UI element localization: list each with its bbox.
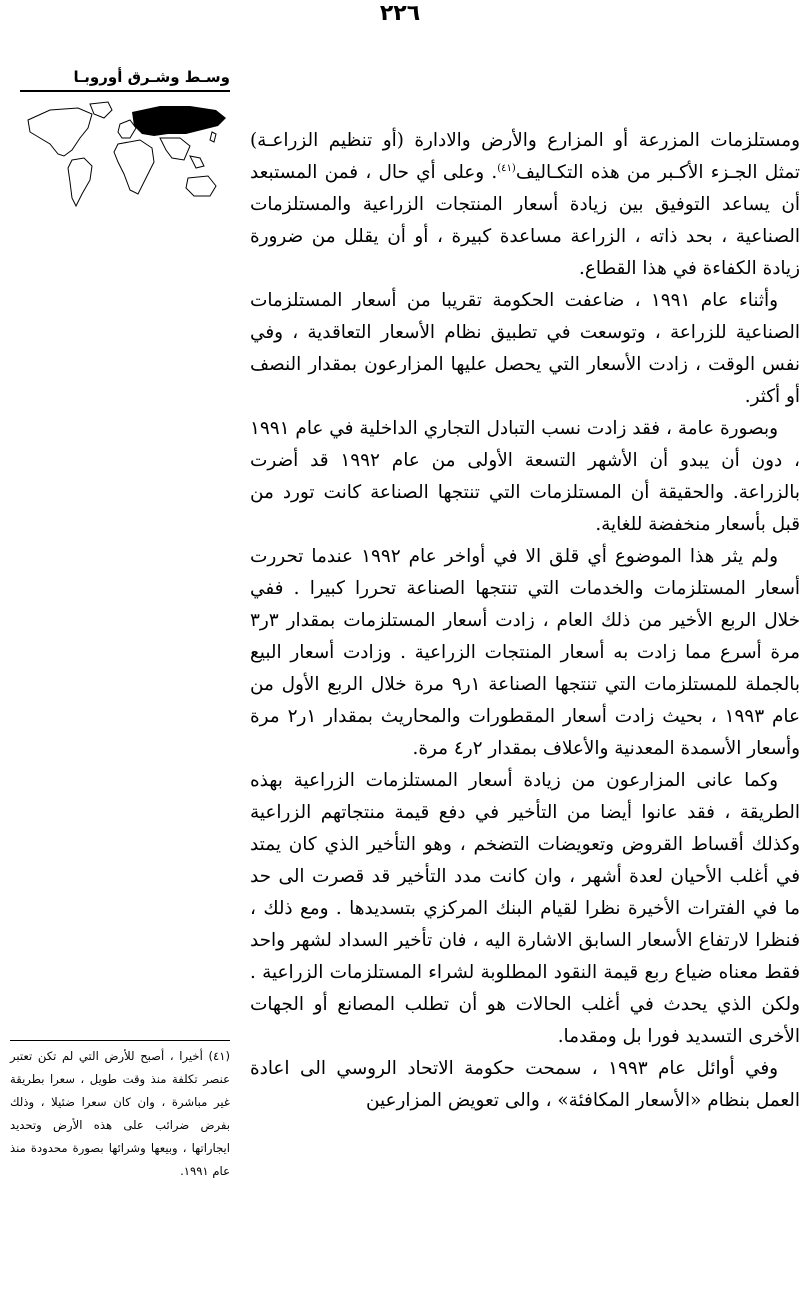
paragraph-1 — [250, 125, 800, 285]
footnote — [10, 1040, 230, 1183]
header-rule — [20, 90, 230, 92]
page-number: ٢٢٦ — [379, 1, 421, 26]
paragraph-6: وفي أوائل عام ١٩٩٣ ، سمحت حكومة الاتحاد الروسي الى اعادة العمل بنظام «الأسعار المكافئة» ، والى تعويض المزارعين — [250, 1058, 800, 1111]
section-header: وسـط وشـرق أوروبـا — [73, 68, 230, 86]
paragraph-4: ولم يثر هذا الموضوع أي قلق الا في أواخر عام ١٩٩٢ عندما تحررت أسعار المستلزمات والخدمات التي تنتجها الصناعة تحررا كبيرا . ففي خلال الربع الأخير من ذلك العام ، زادت أسعار المستلزمات بمقدار ٣ر٣ مرة أسرع مما زادت به أسعار المنتجات الزراعية . وزادت أسعار البيع بالجملة للمستلزمات التي تنتجها الصناعة ١ر٩ مرة خلال الربع الأول من عام ١٩٩٣ ، بحيث زادت أسعار المقطورات والمحاريث بمقدار ١ر٢ مرة وأسعار الأسمدة المعدنية والأعلاف بمقدار ٢ر٤ مرة. — [250, 546, 800, 759]
paragraph-3: وبصورة عامة ، فقد زادت نسب التبادل التجاري الداخلية في عام ١٩٩١ ، دون أن يبدو أن الأشهر التسعة الأولى من عام ١٩٩٢ قد أضرت بالزراعة. والحقيقة أن المستلزمات التي تنتجها الصناعة كانت تورد من قبل بأسعار منخفضة للغاية. — [250, 418, 800, 535]
footnote-rule — [10, 1040, 230, 1041]
footnote-marker[interactable]: (٤١) — [497, 162, 516, 174]
main-body-text — [250, 125, 800, 1117]
footnote-text: (٤١) أخيرا ، أصبح للأرض التي لم تكن تعتبر عنصر تكلفة منذ وقت طويل ، سعرا بطريقة غير مباشرة ، وان كان سعرا ضئيلا ، وذلك بفرض ضرائب على هذه الأرض وتحديد ايجاراتها ، وبيعها وشرائها بصورة محدودة منذ عام ١٩٩١. — [10, 1049, 230, 1178]
paragraph-1-rest: . وعلى أي حال ، فمن المستبعد أن يساعد التوفيق بين زيادة أسعار المنتجات الزراعية والمستلزمات الصناعية ، بحد ذاته ، الزراعة مساعدة كبيرة ، أو أن يقلل من ضرورة زيادة الكفاءة في هذا القطاع. — [250, 162, 800, 279]
paragraph-1-text: ومستلزمات المزرعة أو المزارع والأرض والادارة (أو تنظيم الزراعـة) تمثل الجـزء الأكـبر من هذه التكـاليف — [250, 130, 800, 183]
world-map-highlight-icon — [20, 98, 230, 213]
paragraph-2: وأثناء عام ١٩٩١ ، ضاعفت الحكومة تقريبا من أسعار المستلزمات الصناعية للزراعة ، وتوسعت في تطبيق نظام الأسعار التعاقدية ، وفي نفس الوقت ، زادت الأسعار التي يحصل عليها المزارعون بمقدار النصف أو أكثر. — [250, 290, 800, 407]
paragraph-5: وكما عانى المزارعون من زيادة أسعار المستلزمات الزراعية بهذه الطريقة ، فقد عانوا أيضا من التأخير في دفع قيمة منتجاتهم الزراعية وكذلك أقساط القروض وتعويضات التضخم ، وهو التأخير الذي كان يمتد في أغلب الأحيان لعدة أشهر ، وان كانت مدد التأخير قد قصرت الى حد ما في الفترات الأخيرة نظرا لقيام البنك المركزي بتسديدها . ومع ذلك ، فنظرا لارتفاع الأسعار السابق الاشارة اليه ، فان تأخير السداد لشهر واحد فقط معناه ضياع ربع قيمة النقود المطلوبة لشراء المستلزمات الزراعية . ولكن الذي يحدث في أغلب الحالات هو أن تطلب المصانع أو الجهات الأخرى التسديد فورا بل ومقدما. — [250, 770, 800, 1047]
